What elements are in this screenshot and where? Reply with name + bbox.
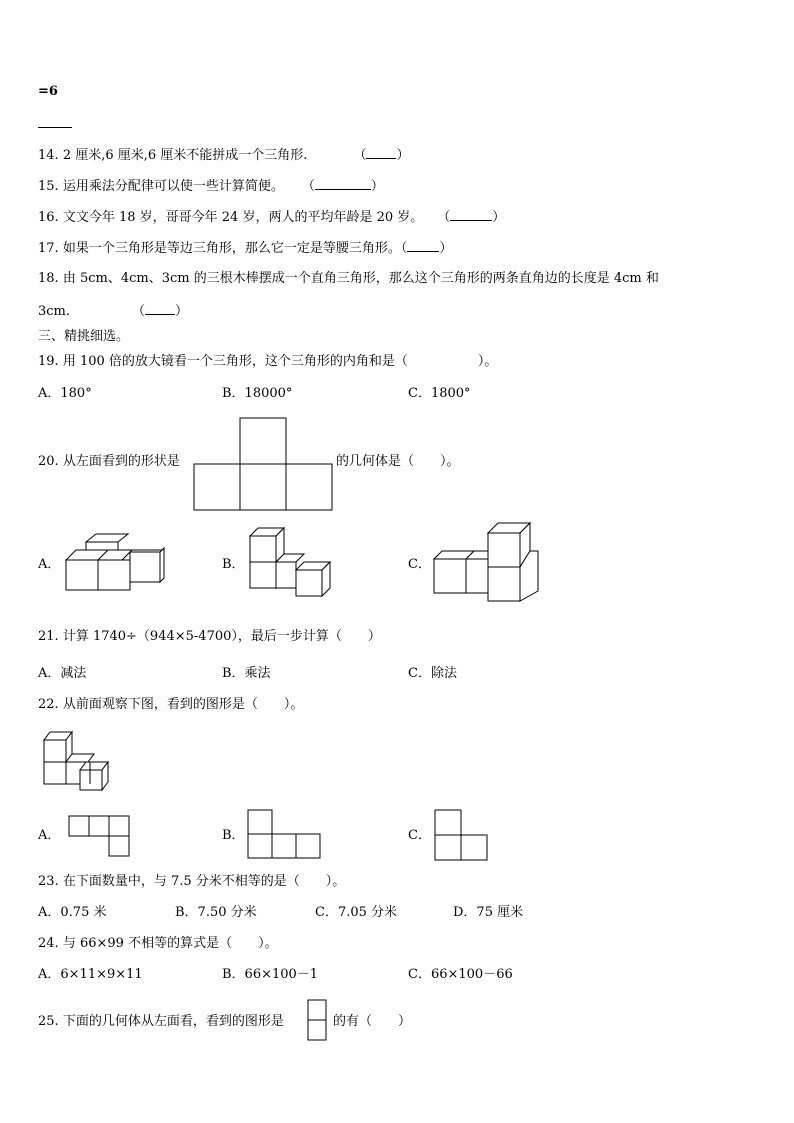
- option-20-a[interactable]: A．: [38, 557, 61, 572]
- option-20-b-solid-figure[interactable]: [250, 528, 336, 598]
- question-25-suffix: 的有（ ）: [333, 1014, 412, 1029]
- question-18-continued: 3cm. （ ）: [38, 304, 189, 319]
- question-20-prefix: 20. 从左面看到的形状是: [38, 454, 180, 469]
- option-20-a-solid-figure[interactable]: [66, 540, 166, 592]
- option-20-c[interactable]: C．: [408, 557, 431, 572]
- question-17: 17. 如果一个三角形是等边三角形，那么它一定是等腰三角形。（ ）: [38, 241, 453, 256]
- option-21-b[interactable]: B．乘法: [222, 666, 271, 681]
- question-22-solid-figure: [44, 732, 118, 792]
- section-heading: 三、精挑细选。: [38, 329, 130, 344]
- question-14: 14. 2 厘米,6 厘米,6 厘米不能拼成一个三角形. （ ）: [38, 148, 410, 163]
- option-22-b-view-figure[interactable]: [248, 810, 322, 860]
- option-20-c-solid-figure[interactable]: [434, 523, 542, 603]
- option-21-c[interactable]: C．除法: [408, 666, 457, 681]
- question-22: 22. 从前面观察下图，看到的图形是（ ）。: [38, 697, 304, 712]
- option-24-a[interactable]: A．6×11×9×11: [38, 967, 143, 982]
- question-16: 16. 文文今年 18 岁，哥哥今年 24 岁，两人的平均年龄是 20 岁。 （ ）: [38, 210, 506, 225]
- option-22-c-view-figure[interactable]: [435, 810, 489, 862]
- question-21: 21. 计算 1740÷（944×5-4700），最后一步计算（ ）: [38, 629, 381, 644]
- option-22-a[interactable]: A．: [38, 828, 61, 843]
- left-view-figure: [194, 418, 332, 510]
- answer-blank-18[interactable]: [145, 302, 175, 315]
- answer-blank-14[interactable]: [366, 146, 396, 159]
- answer-blank[interactable]: [38, 127, 72, 128]
- question-15: 15. 运用乘法分配律可以使一些计算简便。 （ ）: [38, 179, 384, 194]
- option-19-a[interactable]: A．180°: [38, 386, 92, 401]
- option-22-a-view-figure[interactable]: [69, 816, 131, 858]
- question-24: 24. 与 66×99 不相等的算式是（ ）。: [38, 936, 278, 951]
- question-20-suffix: 的几何体是（ ）。: [336, 454, 460, 469]
- option-24-c[interactable]: C．66×100－66: [408, 967, 513, 982]
- answer-blank-15[interactable]: [315, 177, 371, 190]
- answer-blank-17[interactable]: [407, 239, 439, 252]
- question-25-prefix: 25. 下面的几何体从左面看，看到的图形是: [38, 1014, 284, 1029]
- option-19-c[interactable]: C．1800°: [408, 386, 471, 401]
- option-20-b[interactable]: B．: [222, 557, 245, 572]
- option-22-b[interactable]: B．: [222, 828, 245, 843]
- option-23-b[interactable]: B．7.50 分米: [175, 905, 257, 920]
- option-21-a[interactable]: A．减法: [38, 666, 87, 681]
- option-19-b[interactable]: B．18000°: [222, 386, 293, 401]
- equation-fragment: =6: [38, 84, 58, 99]
- answer-blank-16[interactable]: [450, 208, 492, 221]
- option-23-d[interactable]: D．75 厘米: [453, 905, 524, 920]
- option-23-c[interactable]: C．7.05 分米: [315, 905, 398, 920]
- option-24-b[interactable]: B．66×100－1: [222, 967, 319, 982]
- question-23: 23. 在下面数量中，与 7.5 分米不相等的是（ ）。: [38, 874, 346, 889]
- question-19: 19. 用 100 倍的放大镜看一个三角形，这个三角形的内角和是（ ）。: [38, 354, 498, 369]
- question-18: 18. 由 5cm、4cm、3cm 的三根木棒摆成一个直角三角形，那么这个三角形的两条直角边的长度是 4cm 和: [38, 271, 659, 286]
- option-23-a[interactable]: A．0.75 米: [38, 905, 107, 920]
- option-22-c[interactable]: C．: [408, 828, 431, 843]
- question-25-view-figure: [308, 1000, 328, 1042]
